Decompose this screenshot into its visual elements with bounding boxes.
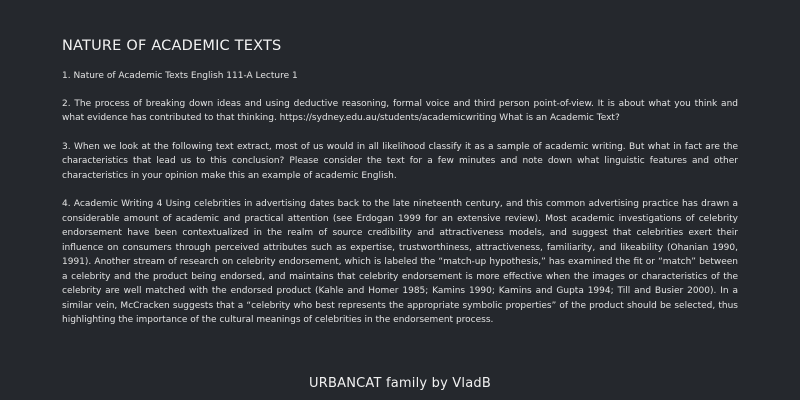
paragraph-2: 2. The process of breaking down ideas and using deductive reasoning, formal voice and third person point-of-view. It is about what you think and what evidence has contributed to that thinking. https://sydney.edu.au/students/academicwriting What is an Academic Text?: [62, 98, 738, 123]
paragraph-4: 4. Academic Writing 4 Using celebrities in advertising dates back to the late nineteenth century, and this common advertising practice has drawn a considerable amount of academic and practical attention (see Erdogan 1999 for an extensive review). Most academic investigations of celebrity endorsement have been contextualized in the realm of source credibility and attractiveness models, and suggest that celebrities exert their influence on consumers through perceived attributes such as expertise, trustworthiness, attractiveness, familiarity, and likeability (Ohanian 1990, 1991). Another stream of research on celebrity endorsement, which is labeled the “match-up hypothesis,” has examined the fit or “match” between a celebrity and the product being endorsed, and maintains that celebrity endorsement is more effective when the images or characteristics of the celebrity are well matched with the endorsed product (Kahle and Homer 1985; Kamins 1990; Kamins and Gupta 1994; Till and Busier 2000). In a similar vein, McCracken suggests that a “celebrity who best represents the appropriate symbolic properties” of the product should be selected, thus highlighting the importance of the cultural meanings of celebrities in the endorsement process.: [62, 199, 738, 325]
document-title: NATURE OF ACADEMIC TEXTS: [62, 38, 282, 54]
paragraph-1: 1. Nature of Academic Texts English 111-A Lecture 1: [62, 71, 298, 81]
paragraph-3: 3. When we look at the following text extract, most of us would in all likelihood classify it as a sample of academic writing. But what in fact are the characteristics that lead us to this conclusion? Please consider the text for a few minutes and note down what linguistic features and other characteristics in your opinion make this an example of academic English.: [62, 141, 738, 181]
footer-credit: URBANCAT family by VladB: [309, 376, 491, 391]
document-body: [62, 36, 738, 328]
